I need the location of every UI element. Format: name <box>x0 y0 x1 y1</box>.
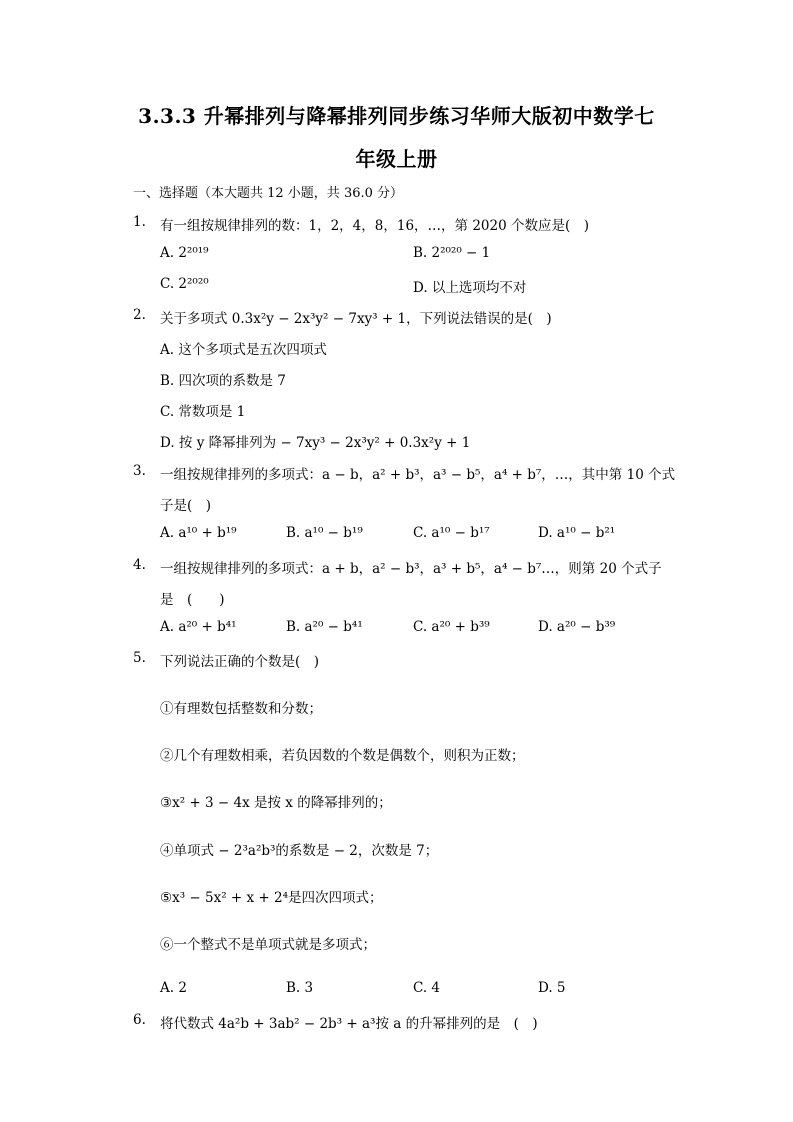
q4-option-d: D. a²⁰ − b³⁹ <box>538 619 616 635</box>
q4-option-c: C. a²⁰ + b³⁹ <box>413 619 490 635</box>
q5-number: 5. <box>133 650 146 666</box>
q1-option-c: C. 2²⁰²⁰ <box>160 276 209 292</box>
q4-option-a: A. a²⁰ + b⁴¹ <box>160 619 237 635</box>
q4-number: 4. <box>133 557 146 573</box>
q5-option-d: D. 5 <box>538 980 566 996</box>
section-heading: 一、选择题（本大题共 12 小题，共 36.0 分） <box>133 186 404 201</box>
q4-text-cont: 是 ( ) <box>160 592 225 608</box>
q5-statement-2: ②几个有理数相乘，若负因数的个数是偶数个，则积为正数； <box>160 748 525 764</box>
q3-option-b: B. a¹⁰ − b¹⁹ <box>286 525 363 541</box>
q4-text: 一组按规律排列的多项式：a + b，a² − b³，a³ + b⁵，a⁴ − b⁷…，则第 20 个式子 <box>160 561 662 577</box>
q1-option-a: A. 2²⁰¹⁹ <box>160 245 209 261</box>
q3-text-cont: 子是( ) <box>160 498 212 514</box>
q1-option-b: B. 2²⁰²⁰ − 1 <box>413 245 491 261</box>
q5-statement-4: ④单项式 − 2³a²b³的系数是 − 2，次数是 7； <box>160 843 439 859</box>
q2-option-c: C. 常数项是 1 <box>160 404 246 420</box>
q4-option-b: B. a²⁰ − b⁴¹ <box>286 619 363 635</box>
doc-title-line2: 年级上册 <box>355 147 438 171</box>
q5-option-c: C. 4 <box>413 980 441 996</box>
q2-option-b: B. 四次项的系数是 7 <box>160 373 286 389</box>
q3-option-a: A. a¹⁰ + b¹⁹ <box>160 525 237 541</box>
q2-option-a: A. 这个多项式是五次四项式 <box>160 342 327 358</box>
q1-text: 有一组按规律排列的数：1，2，4，8，16，…，第 2020 个数应是( ) <box>160 218 590 234</box>
q3-text: 一组按规律排列的多项式：a − b，a² + b³，a³ − b⁵，a⁴ + b⁷，…，其中第 10 个式 <box>160 467 676 483</box>
q5-statement-1: ①有理数包括整数和分数； <box>160 701 322 717</box>
q2-option-d: D. 按 y 降幂排列为 − 7xy³ − 2x³y² + 0.3x²y + 1 <box>160 435 471 451</box>
q1-number: 1. <box>133 214 146 230</box>
q1-option-d: D. 以上选项均不对 <box>413 280 527 296</box>
q5-statement-3: ③x² + 3 − 4x 是按 x 的降幂排列的； <box>160 795 392 811</box>
q5-option-a: A. 2 <box>160 980 187 996</box>
q3-number: 3. <box>133 463 146 479</box>
doc-title-line1: 3.3.3 升幂排列与降幂排列同步练习华师大版初中数学七 <box>138 104 655 128</box>
q2-text: 关于多项式 0.3x²y − 2x³y² − 7xy³ + 1，下列说法错误的是( ) <box>160 311 552 327</box>
q5-option-b: B. 3 <box>286 980 314 996</box>
q6-text: 将代数式 4a²b + 3ab² − 2b³ + a³按 a 的升幂排列的是 ( ) <box>160 1016 538 1032</box>
q3-option-d: D. a¹⁰ − b²¹ <box>538 525 616 541</box>
q5-statement-5: ⑤x³ − 5x² + x + 2⁴是四次四项式； <box>160 890 383 906</box>
q5-text: 下列说法正确的个数是( ) <box>160 654 320 670</box>
q6-number: 6. <box>133 1012 146 1028</box>
q5-statement-6: ⑥一个整式不是单项式就是多项式； <box>160 937 376 953</box>
q3-option-c: C. a¹⁰ − b¹⁷ <box>413 525 490 541</box>
q2-number: 2. <box>133 307 146 323</box>
